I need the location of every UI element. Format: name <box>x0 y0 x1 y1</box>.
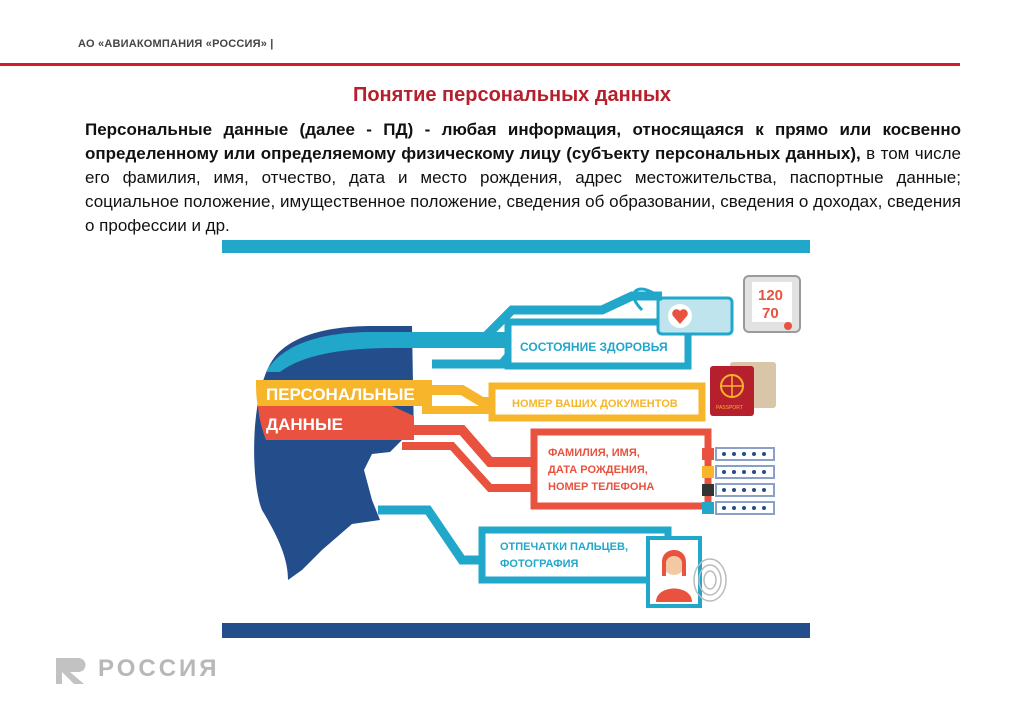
form-rows <box>702 448 774 514</box>
bp-bottom: 70 <box>762 305 779 322</box>
health-label: СОСТОЯНИЕ ЗДОРОВЬЯ <box>520 340 668 354</box>
personal-data-infographic <box>222 240 810 638</box>
definition-bold: Персональные данные (далее - ПД) - любая информация, относящаяся к прямо или косвенно определенному или определяемому физическому лицу (субъекту персональных данных), <box>85 120 961 163</box>
bp-top: 120 <box>758 287 784 304</box>
header-divider <box>0 63 960 66</box>
biometric-box <box>482 530 668 580</box>
bottom-bar <box>222 623 810 638</box>
fingerprint-icon <box>694 559 726 601</box>
company-header: АО «АВИАКОМПАНИЯ «РОССИЯ» | <box>78 38 274 50</box>
bp-button <box>784 322 792 330</box>
biometric-line-2: ФОТОГРАФИЯ <box>500 558 579 570</box>
definition-regular: в том числе его фамилия, имя, отчество, дата и место рождения, адрес местожительства, паспортные данные; социальное положение, имущественное положение, сведения об образовании, сведения о доходах, сведения о профессии и др. <box>85 144 961 235</box>
definition-paragraph <box>85 118 961 238</box>
passport-word: PASSPORT <box>716 405 743 411</box>
documents-label: НОМЕР ВАШИХ ДОКУМЕНТОВ <box>512 398 678 410</box>
logo-mark-icon <box>52 652 92 686</box>
slide-title: Понятие персональных данных <box>352 84 672 106</box>
russia-logo <box>52 652 220 686</box>
logo-text: РОССИЯ <box>98 655 220 682</box>
head-label-2: ДАННЫЕ <box>266 415 343 434</box>
biometric-line-1: ОТПЕЧАТКИ ПАЛЬЦЕВ, <box>500 541 629 553</box>
identity-line-2: ДАТА РОЖДЕНИЯ, <box>548 464 648 476</box>
flow-yellow <box>432 390 492 402</box>
flow-teal-bottom <box>378 510 484 560</box>
head-label-1: ПЕРСОНАЛЬНЫЕ <box>266 385 415 404</box>
identity-line-1: ФАМИЛИЯ, ИМЯ, <box>548 447 640 459</box>
identity-line-3: НОМЕР ТЕЛЕФОНА <box>548 481 655 493</box>
top-bar <box>222 240 810 253</box>
